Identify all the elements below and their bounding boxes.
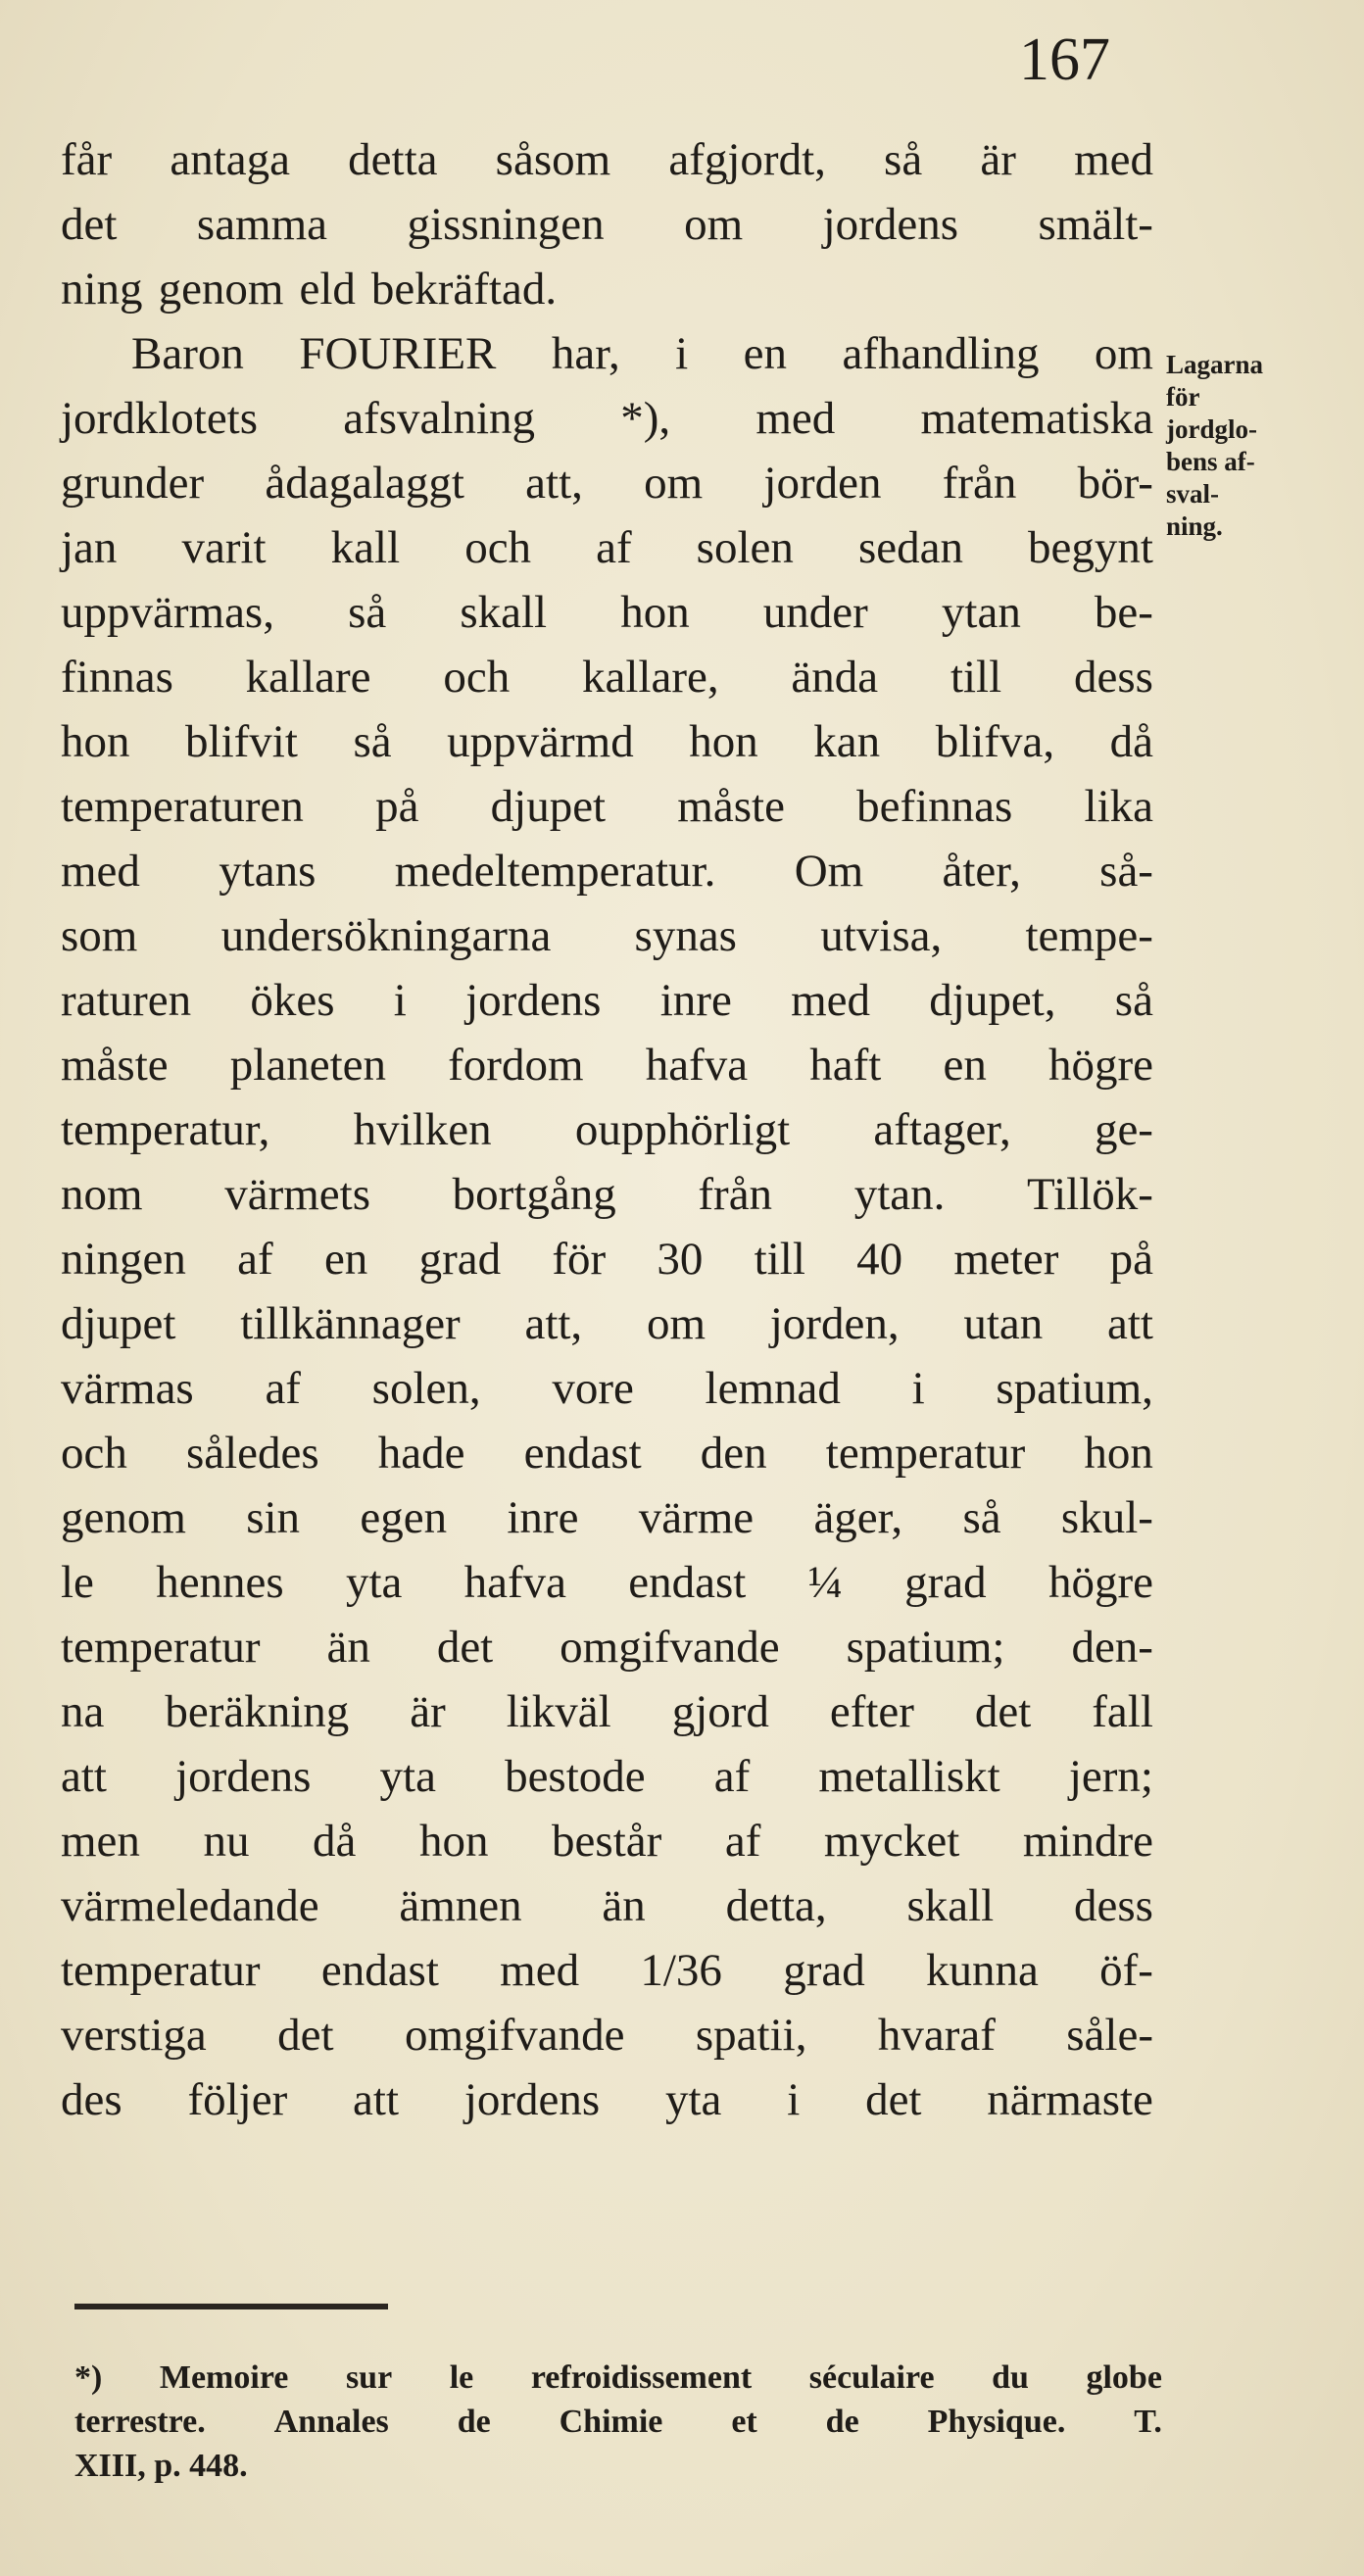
text-line: jan varit kall och af solen sedan begynt xyxy=(61,522,1153,573)
text-line: temperatur endast med 1/36 grad kunna öf- xyxy=(61,1945,1153,1996)
text-line: det samma gissningen om jordens smält- xyxy=(61,199,1153,250)
text-line: jordklotets afsvalning *), med matematiska xyxy=(61,393,1153,444)
margin-note-line: bens af- xyxy=(1166,447,1255,476)
text-line: med ytans medeltemperatur. Om åter, så- xyxy=(61,846,1153,897)
margin-note-line: Lagarna xyxy=(1166,350,1264,379)
page-number: 167 xyxy=(1019,26,1110,93)
text-line: nom värmets bortgång från ytan. Tillök- xyxy=(61,1169,1153,1220)
text-line: genom sin egen inre värme äger, så skul- xyxy=(61,1492,1153,1543)
footnote-line: terrestre. Annales de Chimie et de Physique. T. xyxy=(74,2404,1162,2440)
margin-note-line: för xyxy=(1166,382,1200,412)
text-line: ning genom eld bekräftad. xyxy=(61,264,558,315)
text-line: och således hade endast den temperatur hon xyxy=(61,1428,1153,1479)
text-line: värmas af solen, vore lemnad i spatium, xyxy=(61,1363,1153,1414)
text-line: hon blifvit så uppvärmd hon kan blifva, då xyxy=(61,716,1153,767)
main-text xyxy=(61,127,1153,2132)
text-line: ningen af en grad för 30 till 40 meter på xyxy=(61,1234,1153,1285)
text-line: men nu då hon består af mycket mindre xyxy=(61,1816,1153,1867)
footnote-line: *) Memoire sur le refroidissement séculaire du globe xyxy=(74,2359,1162,2396)
footnote-line: XIII, p. 448. xyxy=(74,2448,248,2484)
text-line: Baron FOURIER har, i en afhandling om xyxy=(131,328,1153,379)
text-line: som undersökningarna synas utvisa, tempe- xyxy=(61,910,1153,961)
text-line: verstiga det omgifvande spatii, hvaraf såle- xyxy=(61,2010,1153,2061)
margin-note xyxy=(1166,349,1362,543)
text-line: na beräkning är likväl gjord efter det fall xyxy=(61,1686,1153,1737)
text-line: uppvärmas, så skall hon under ytan be- xyxy=(61,587,1153,638)
text-line: le hennes yta hafva endast ¼ grad högre xyxy=(61,1557,1153,1608)
text-line: raturen ökes i jordens inre med djupet, så xyxy=(61,975,1153,1026)
text-line: får antaga detta såsom afgjordt, så är med xyxy=(61,134,1153,185)
text-line: djupet tillkännager att, om jorden, utan att xyxy=(61,1298,1153,1349)
text-line: måste planeten fordom hafva haft en högre xyxy=(61,1040,1153,1091)
margin-note-line: ning. xyxy=(1166,511,1223,541)
text-line: temperatur än det omgifvande spatium; den- xyxy=(61,1622,1153,1673)
text-line: des följer att jordens yta i det närmaste xyxy=(61,2074,1153,2125)
text-line: finnas kallare och kallare, ända till dess xyxy=(61,652,1153,703)
margin-note-line: jordglo- xyxy=(1166,414,1257,444)
text-line: temperatur, hvilken oupphörligt aftager, ge- xyxy=(61,1104,1153,1155)
text-line: värmeledande ämnen än detta, skall dess xyxy=(61,1880,1153,1931)
text-line: att jordens yta bestode af metalliskt jern; xyxy=(61,1751,1153,1802)
text-line: temperaturen på djupet måste befinnas lika xyxy=(61,781,1153,832)
margin-note-line: sval- xyxy=(1166,479,1219,509)
footnote xyxy=(74,2356,1162,2488)
text-line: grunder ådagalaggt att, om jorden från bör- xyxy=(61,458,1153,509)
footnote-rule xyxy=(74,2304,388,2309)
